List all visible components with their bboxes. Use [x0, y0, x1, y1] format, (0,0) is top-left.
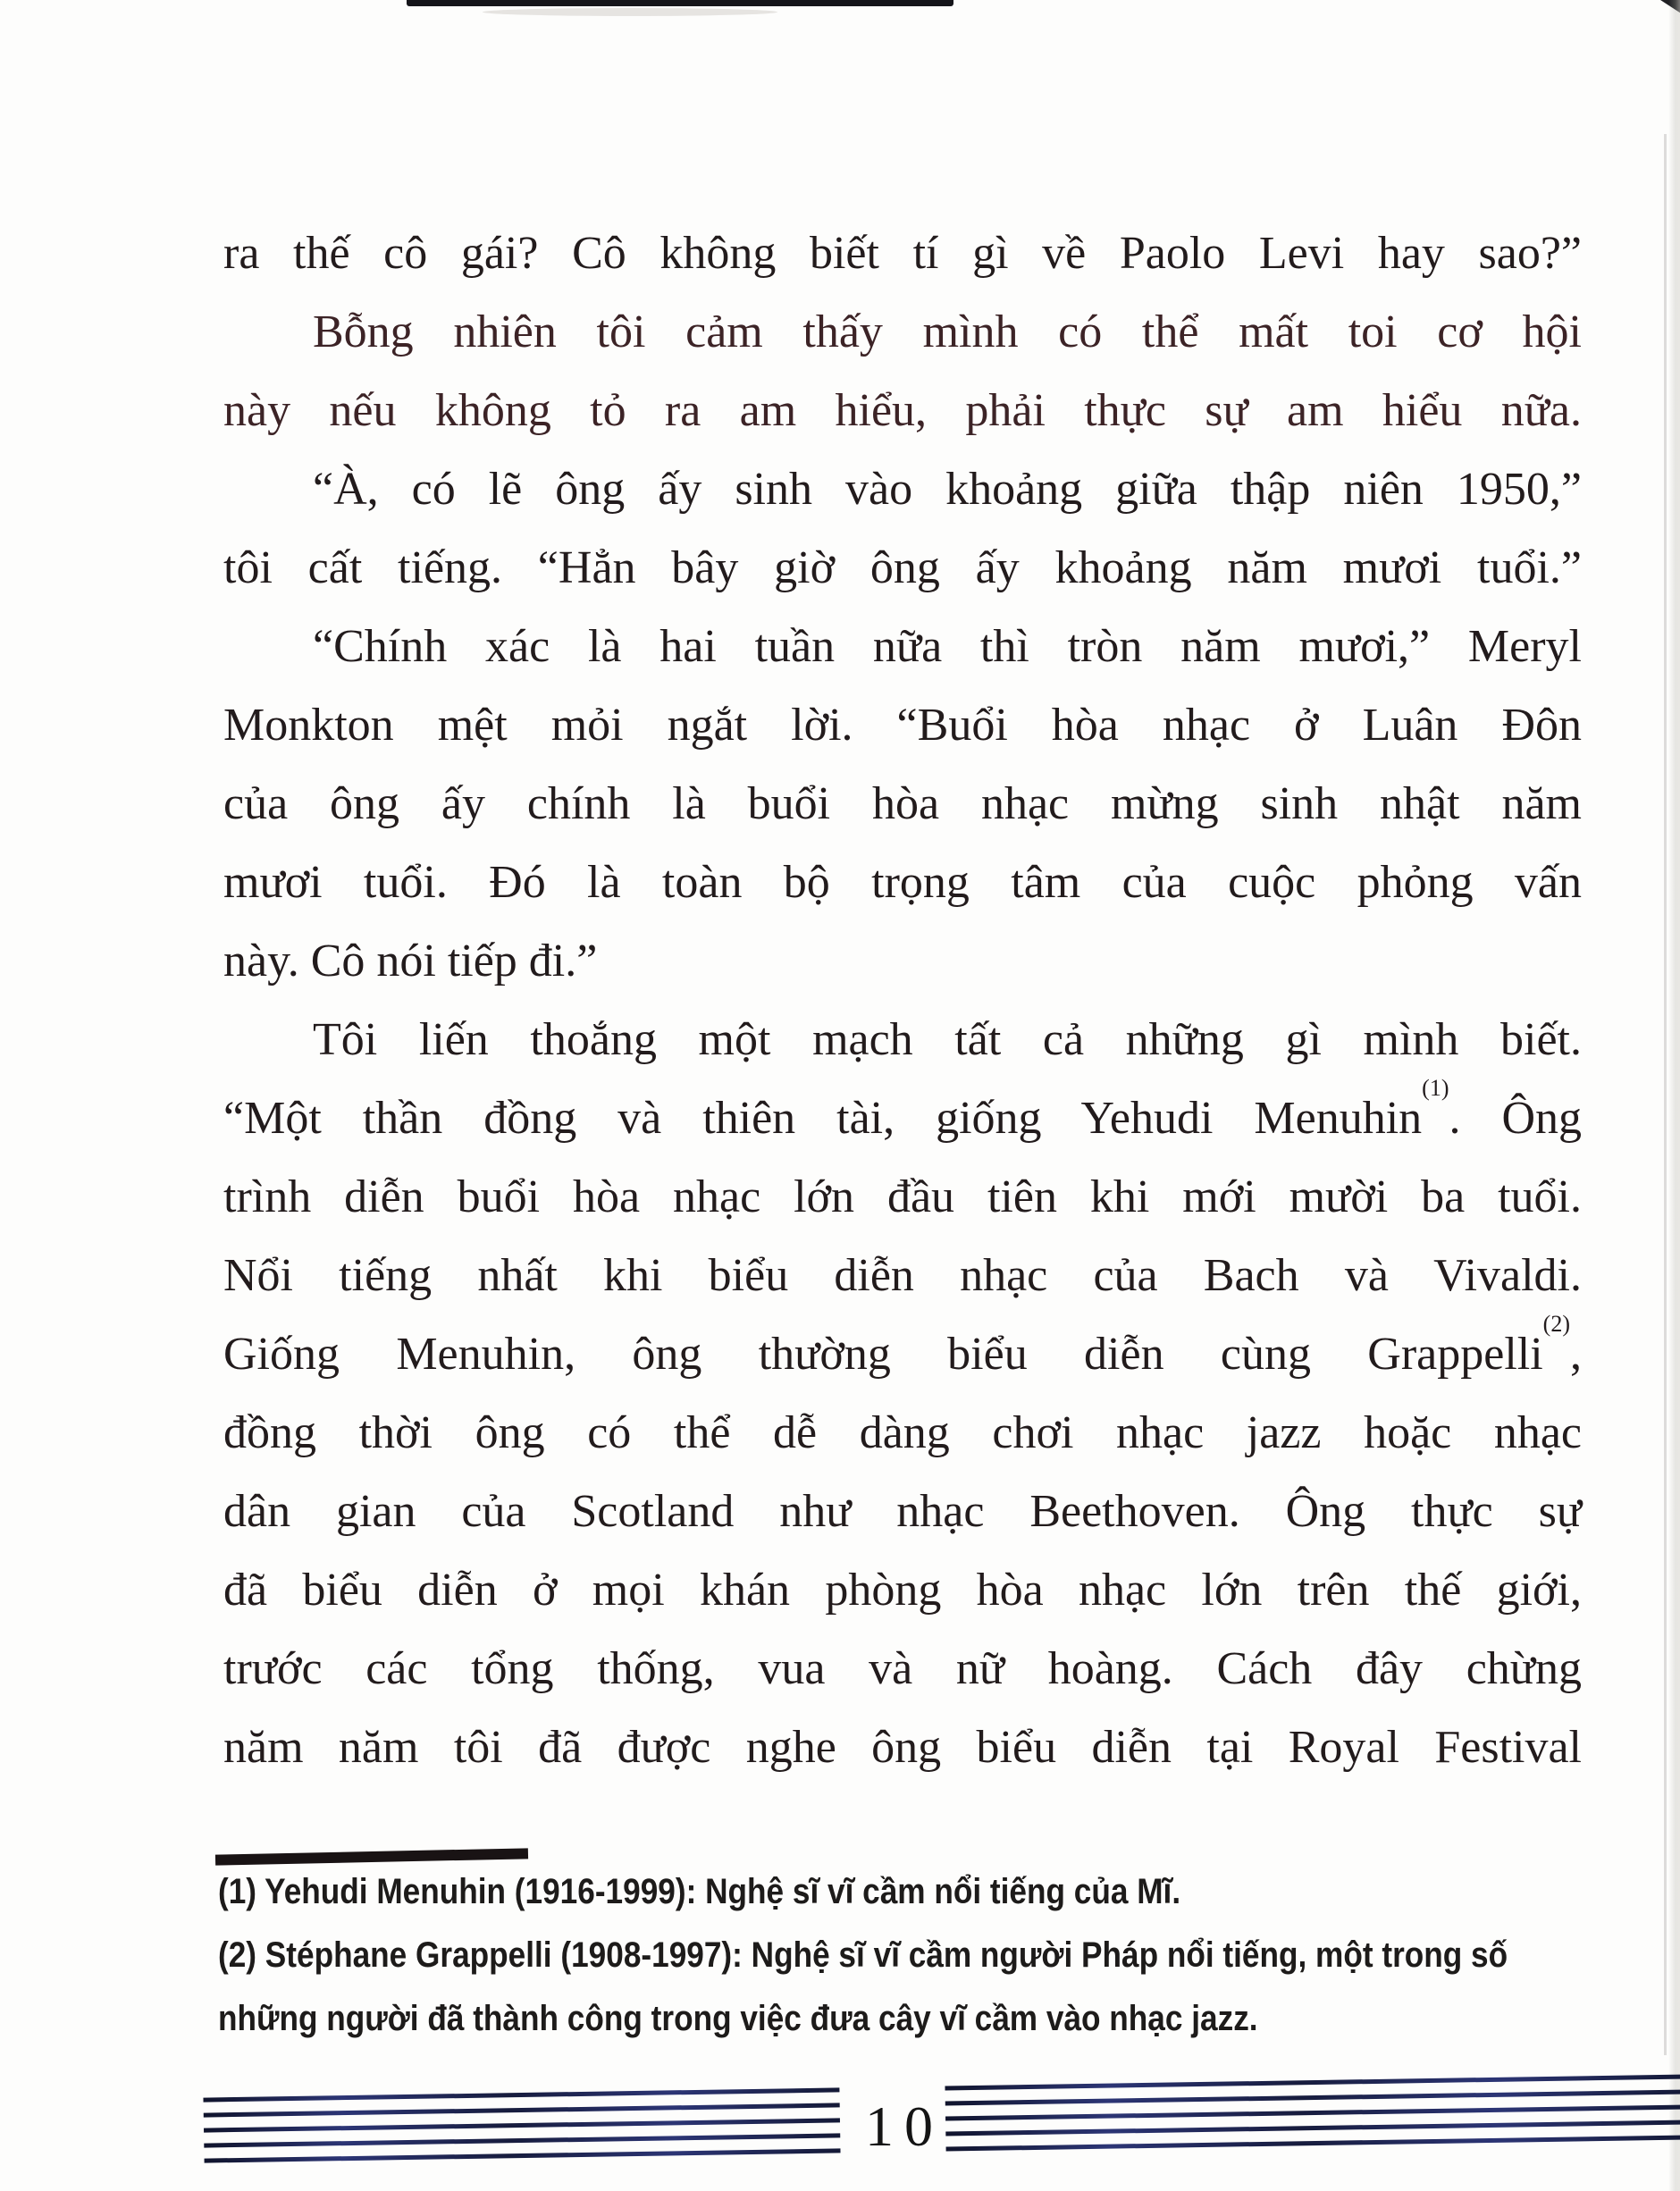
text-line: dân gian của Scotland như nhạc Beethoven. Ông thực sự: [223, 1486, 1582, 1537]
text-line: trình diễn buổi hòa nhạc lớn đầu tiên khi mới mười ba tuổi.: [223, 1171, 1582, 1222]
footnote-line: những người đã thành công trong việc đưa cây vĩ cầm vào nhạc jazz.: [218, 1999, 1258, 2038]
footnote-line: (2) Stéphane Grappelli (1908-1997): Nghệ sĩ vĩ cầm người Pháp nổi tiếng, một trong số: [218, 1935, 1508, 1975]
text-line: Bỗng nhiên tôi cảm thấy mình có thể mất toi cơ hội: [313, 306, 1582, 357]
text-line: năm năm tôi đã được nghe ông biểu diễn tại Royal Festival: [223, 1722, 1582, 1773]
text-segment: ,: [1570, 1329, 1582, 1380]
footnote-line: (1) Yehudi Menuhin (1916-1999): Nghệ sĩ vĩ cầm nổi tiếng của Mĩ.: [218, 1872, 1181, 1911]
body-text: [223, 214, 1582, 1787]
text-line: Tôi liến thoắng một mạch tất cả những gì mình biết.: [313, 1014, 1582, 1065]
scan-artifact-page-edge: [1668, 0, 1680, 2191]
footnote-ref-2: (2): [1542, 1310, 1570, 1337]
text-line: đồng thời ông có thể dễ dàng chơi nhạc jazz hoặc nhạc: [223, 1407, 1582, 1458]
text-segment: Giống Menuhin, ông thường biểu diễn cùng Grappelli: [223, 1329, 1543, 1380]
footer-rule-right: [945, 2074, 1680, 2151]
page-number: 10: [865, 2094, 944, 2158]
text-line: này nếu không tỏ ra am hiểu, phải thực sự am hiểu nữa.: [223, 385, 1582, 436]
text-line: này. Cô nói tiếp đi.”: [223, 936, 598, 986]
text-line: [223, 1310, 1582, 1394]
text-line: “Chính xác là hai tuần nữa thì tròn năm mươi,” Meryl: [313, 621, 1582, 672]
scan-artifact-edge-line: [1664, 134, 1667, 2055]
text-line: tôi cất tiếng. “Hẳn bây giờ ông ấy khoảng năm mươi tuổi.”: [223, 542, 1582, 593]
scan-artifact-top-smudge: [483, 8, 777, 16]
text-line: Monkton mệt mỏi ngắt lời. “Buổi hòa nhạc ở Luân Đôn: [223, 700, 1582, 751]
footer-rule-left: [203, 2087, 840, 2162]
text-segment: . Ông: [1449, 1093, 1582, 1144]
text-line: của ông ấy chính là buổi hòa nhạc mừng sinh nhật năm: [223, 778, 1582, 829]
text-line: ra thế cô gái? Cô không biết tí gì về Paolo Levi hay sao?”: [223, 228, 1582, 279]
text-line: Nổi tiếng nhất khi biểu diễn nhạc của Bach và Vivaldi.: [223, 1250, 1582, 1301]
text-segment: “Một thần đồng và thiên tài, giống Yehudi Menuhin: [223, 1093, 1423, 1144]
footnotes: [218, 1860, 1665, 2051]
text-line: “À, có lẽ ông ấy sinh vào khoảng giữa thập niên 1950,”: [313, 464, 1582, 515]
scan-artifact-top-line: [407, 0, 953, 6]
text-line: trước các tổng thống, vua và nữ hoàng. Cách đây chừng: [223, 1643, 1582, 1694]
text-line: đã biểu diễn ở mọi khán phòng hòa nhạc lớn trên thế giới,: [223, 1565, 1582, 1616]
footnote-ref-1: (1): [1422, 1074, 1449, 1101]
text-line: mươi tuổi. Đó là toàn bộ trọng tâm của cuộc phỏng vấn: [223, 857, 1582, 908]
text-line: [223, 1074, 1582, 1158]
